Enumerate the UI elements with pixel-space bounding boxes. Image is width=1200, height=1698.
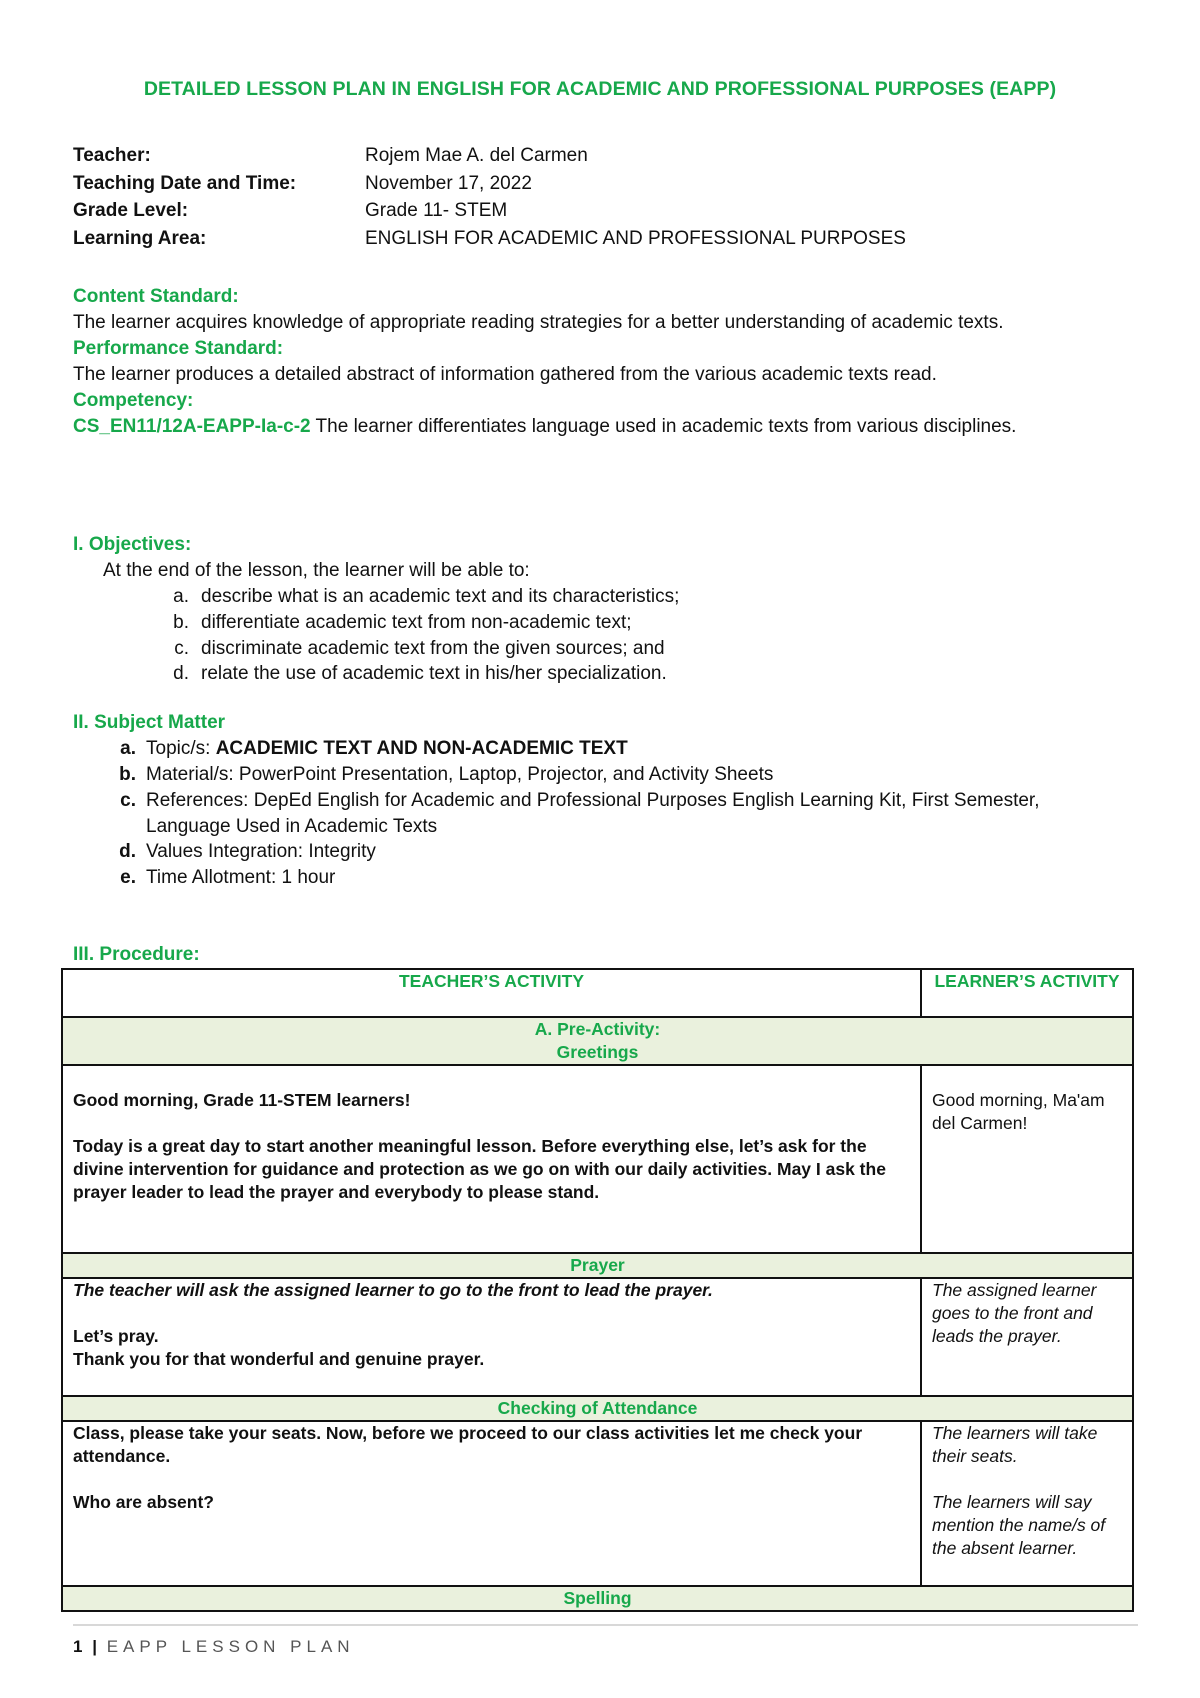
teacher-text: Let’s pray. bbox=[73, 1326, 159, 1346]
list-item bbox=[73, 736, 1133, 762]
item-label: Material/s: bbox=[146, 763, 239, 785]
page-number: 1 bbox=[73, 1637, 83, 1656]
learner-cell bbox=[921, 1421, 1133, 1586]
teacher-text: Thank you for that wonderful and genuine prayer. bbox=[73, 1349, 485, 1369]
info-row-learning-area bbox=[73, 226, 906, 254]
competency-heading: Competency: bbox=[73, 390, 194, 411]
list-marker: c. bbox=[174, 637, 189, 659]
list-text: relate the use of academic text in his/her specialization. bbox=[201, 663, 667, 685]
teacher-text: Class, please take your seats. Now, before we proceed to our class activities let me check your attendance. bbox=[73, 1423, 863, 1466]
list-marker: e. bbox=[120, 866, 136, 888]
document-title: DETAILED LESSON PLAN IN ENGLISH FOR ACADEMIC AND PROFESSIONAL PURPOSES (EAPP) bbox=[143, 78, 1057, 100]
content-standard-text: The learner acquires knowledge of appropriate reading strategies for a better understanding of academic texts. bbox=[73, 312, 1004, 333]
competency-code: CS_EN11/12A-EAPP-Ia-c-2 bbox=[73, 416, 311, 437]
objectives-intro: At the end of the lesson, the learner will be able to: bbox=[103, 560, 530, 581]
section-row-spelling bbox=[62, 1586, 1133, 1611]
learner-cell: The assigned learner goes to the front and leads the prayer. bbox=[921, 1278, 1133, 1396]
table-row bbox=[62, 1421, 1133, 1586]
list-marker: b. bbox=[119, 763, 136, 785]
lesson-info bbox=[73, 143, 906, 253]
pre-activity-label: A. Pre-Activity: bbox=[534, 1019, 661, 1039]
subject-matter-heading: II. Subject Matter bbox=[73, 712, 226, 733]
performance-standard-text: The learner produces a detailed abstract of information gathered from the various academic texts read. bbox=[73, 364, 937, 385]
info-label: Teaching Date and Time: bbox=[73, 172, 297, 194]
item-label: References: bbox=[146, 789, 254, 811]
teacher-text: Good morning, Grade 11-STEM learners! bbox=[73, 1090, 411, 1110]
list-text bbox=[146, 736, 628, 762]
list-item bbox=[73, 788, 1133, 840]
item-label: Time Allotment: bbox=[146, 866, 282, 888]
list-item bbox=[73, 839, 1133, 865]
list-item bbox=[165, 584, 1133, 610]
list-item bbox=[73, 762, 1133, 788]
list-item bbox=[73, 865, 1133, 891]
list-marker: a. bbox=[173, 586, 189, 607]
list-item bbox=[165, 636, 1133, 662]
section-title: Spelling bbox=[62, 1586, 1133, 1611]
info-row-grade bbox=[73, 198, 906, 226]
page-footer bbox=[73, 1634, 1138, 1660]
item-value: PowerPoint Presentation, Laptop, Projector, and Activity Sheets bbox=[238, 763, 774, 785]
list-text: differentiate academic text from non-academic text; bbox=[201, 611, 632, 633]
competency-text bbox=[73, 414, 1133, 440]
item-label: Topic/s: bbox=[146, 738, 216, 759]
list-text: discriminate academic text from the given sources; and bbox=[201, 637, 665, 659]
table-header-row bbox=[62, 969, 1133, 1017]
info-value: November 17, 2022 bbox=[365, 172, 532, 194]
section-row-greetings bbox=[62, 1017, 1133, 1065]
learner-text: The learners will say mention the name/s of the absent learner. bbox=[932, 1492, 1106, 1558]
info-label: Grade Level: bbox=[73, 200, 189, 221]
learner-text: The learners will take their seats. bbox=[932, 1423, 1098, 1466]
info-value: Grade 11- STEM bbox=[365, 200, 508, 221]
procedure-table bbox=[61, 968, 1134, 1612]
info-row-teacher bbox=[73, 143, 906, 171]
info-row-date bbox=[73, 171, 906, 199]
list-text bbox=[146, 788, 1106, 840]
teacher-text: Who are absent? bbox=[73, 1492, 214, 1512]
list-text: describe what is an academic text and its characteristics; bbox=[201, 586, 680, 607]
table-row bbox=[62, 1278, 1133, 1396]
section-row-prayer bbox=[62, 1253, 1133, 1278]
objectives-section bbox=[73, 532, 1133, 687]
procedure-heading: III. Procedure: bbox=[73, 944, 200, 965]
info-label: Teacher: bbox=[73, 145, 151, 166]
section-title bbox=[62, 1017, 1133, 1065]
section-row-attendance bbox=[62, 1396, 1133, 1421]
footer-title: EAPP LESSON PLAN bbox=[106, 1637, 355, 1656]
standards-section bbox=[73, 284, 1133, 440]
item-value: DepEd English for Academic and Professional Purposes English Learning Kit, First Semester, Language Used in Academic Texts bbox=[146, 789, 1040, 837]
teacher-cell bbox=[62, 1278, 921, 1396]
learner-cell: Good morning, Ma'am del Carmen! bbox=[921, 1065, 1133, 1253]
list-marker: c. bbox=[120, 789, 136, 811]
subject-matter-section bbox=[73, 710, 1133, 891]
subject-matter-list bbox=[73, 736, 1133, 891]
section-title: Checking of Attendance bbox=[62, 1396, 1133, 1421]
section-title: Prayer bbox=[62, 1253, 1133, 1278]
list-item bbox=[165, 661, 1133, 687]
topic-value: ACADEMIC TEXT AND NON-ACADEMIC TEXT bbox=[215, 738, 628, 759]
list-marker: d. bbox=[173, 663, 189, 685]
list-marker: b. bbox=[173, 611, 189, 633]
teacher-cell bbox=[62, 1421, 921, 1586]
info-value: ENGLISH FOR ACADEMIC AND PROFESSIONAL PURPOSES bbox=[365, 227, 906, 249]
list-marker: d. bbox=[119, 841, 136, 863]
teacher-text: Today is a great day to start another meaningful lesson. Before everything else, let’s ask for the divine intervention for guidance and protection as we go on with our daily activities. May I ask the prayer leader to lead the prayer and everybody to please stand. bbox=[73, 1136, 886, 1202]
greetings-label: Greetings bbox=[556, 1042, 639, 1062]
list-text bbox=[146, 865, 335, 891]
table-row bbox=[62, 1065, 1133, 1253]
item-value: 1 hour bbox=[281, 866, 336, 888]
teacher-text: The teacher will ask the assigned learner to go to the front to lead the prayer. bbox=[73, 1280, 713, 1300]
objectives-list bbox=[73, 584, 1133, 687]
list-marker: a. bbox=[120, 738, 136, 759]
info-value: Rojem Mae A. del Carmen bbox=[365, 145, 588, 166]
learner-activity-header: LEARNER’S ACTIVITY bbox=[921, 969, 1133, 1017]
list-text bbox=[146, 839, 376, 865]
footer-separator: | bbox=[92, 1637, 97, 1656]
competency-description: The learner differentiates language used in academic texts from various disciplines. bbox=[310, 416, 1017, 437]
teacher-activity-header: TEACHER’S ACTIVITY bbox=[62, 969, 921, 1017]
footer-divider bbox=[73, 1624, 1138, 1626]
info-label: Learning Area: bbox=[73, 227, 207, 249]
objectives-heading: I. Objectives: bbox=[73, 534, 192, 555]
list-text bbox=[146, 762, 773, 788]
item-value: Integrity bbox=[308, 841, 376, 863]
item-label: Values Integration: bbox=[146, 841, 309, 863]
teacher-cell bbox=[62, 1065, 921, 1253]
list-item bbox=[165, 610, 1133, 636]
content-standard-heading: Content Standard: bbox=[73, 286, 239, 307]
performance-standard-heading: Performance Standard: bbox=[73, 338, 284, 359]
